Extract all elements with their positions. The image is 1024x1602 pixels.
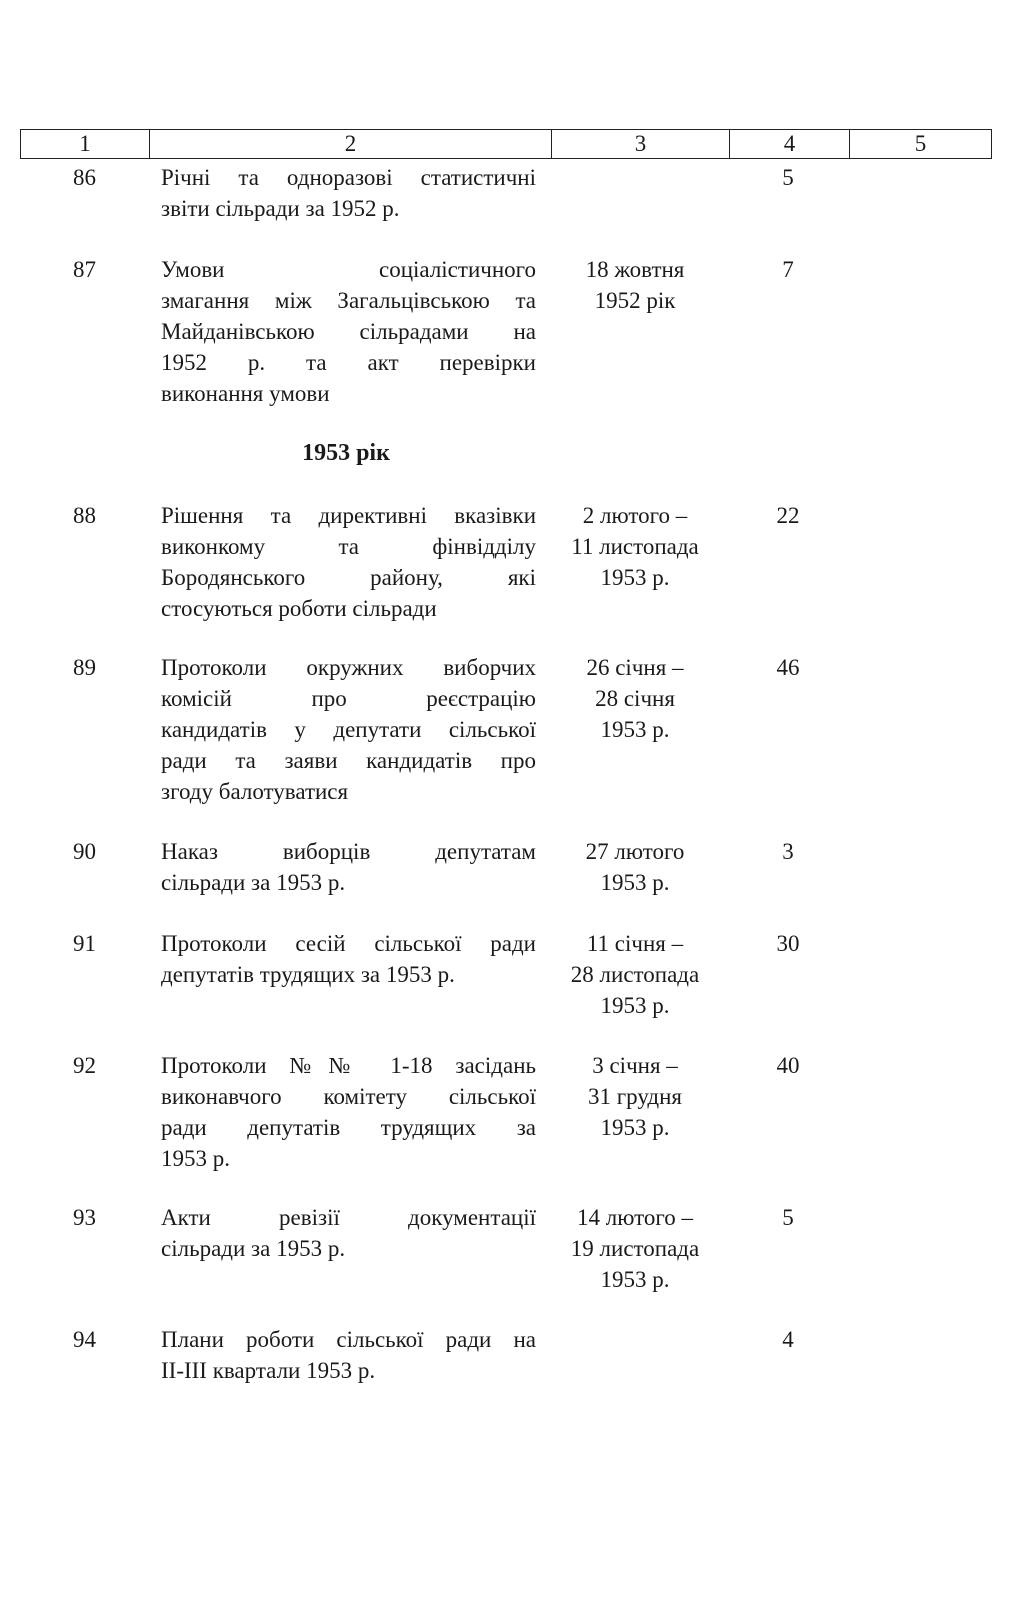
row-dates: [541, 162, 729, 254]
header-col-4: 4: [730, 130, 850, 158]
title-line: ради та заяви кандидатів про: [161, 748, 536, 773]
table-row: [20, 1202, 992, 1324]
title-line: Бородянського району, які: [161, 565, 536, 590]
table-body: [20, 162, 992, 1416]
title-line: Протоколи сесій сільської ради: [161, 931, 536, 956]
row-sheets: 4: [782, 1327, 794, 1352]
row-notes: [847, 500, 992, 652]
row-number: 90: [73, 839, 96, 864]
row-number: 92: [73, 1053, 96, 1078]
row-sheets: 3: [782, 839, 794, 864]
row-number: 91: [73, 931, 96, 956]
title-line: Умови соціалістичного: [161, 257, 536, 282]
table-row: [20, 928, 992, 1050]
title-line: комісій про реєстрацію: [161, 686, 536, 711]
date-line: 11 січня –: [586, 931, 684, 956]
title-line: депутатів трудящих за 1953 р.: [161, 962, 455, 987]
title-line: Рішення та директивні вказівки: [161, 503, 536, 528]
row-title: [161, 928, 536, 1050]
table-header-row: [20, 129, 992, 159]
title-line: змагання між Загальцівською та: [161, 288, 536, 313]
row-dates: [541, 1324, 729, 1416]
date-line: 1953 р.: [600, 993, 670, 1018]
title-line: сільради за 1953 р.: [161, 870, 346, 895]
date-line: 1953 р.: [600, 1115, 670, 1140]
date-line: 26 січня –: [586, 655, 684, 680]
row-title: [161, 652, 536, 836]
table-row: [20, 1324, 992, 1416]
date-line: 2 лютого –: [582, 503, 688, 528]
row-dates: [541, 1202, 729, 1324]
row-dates: [541, 1050, 729, 1202]
title-line: Акти ревізії документації: [161, 1205, 536, 1230]
row-notes: [847, 162, 992, 254]
row-notes: [847, 1202, 992, 1324]
table-row: [20, 652, 992, 836]
date-line: 28 листопада: [570, 962, 700, 987]
title-line: ради депутатів трудящих за: [161, 1115, 536, 1140]
row-dates: [541, 652, 729, 836]
title-line: згоду балотуватися: [161, 779, 349, 804]
date-line: 14 лютого –: [577, 1205, 693, 1230]
row-title: [161, 1050, 536, 1202]
row-dates: [541, 928, 729, 1050]
row-title: [161, 1202, 536, 1324]
title-line: Наказ виборців депутатам: [161, 839, 536, 864]
date-line: 28 січня: [595, 686, 675, 711]
table-row: [20, 500, 992, 652]
title-line: виконання умови: [161, 381, 330, 406]
date-line: 11 листопада: [571, 534, 699, 559]
title-line: Протоколи №№ 1-18 засідань: [161, 1053, 536, 1078]
row-notes: [847, 1050, 992, 1202]
row-title: [161, 836, 536, 928]
row-dates: [541, 500, 729, 652]
row-title: [161, 500, 536, 652]
title-line: 1952 р. та акт перевірки: [161, 350, 536, 375]
row-number: 86: [73, 165, 96, 190]
table-row: [20, 1050, 992, 1202]
date-line: 18 жовтня: [585, 257, 685, 282]
row-notes: [847, 928, 992, 1050]
header-col-2: 2: [150, 130, 552, 158]
table-row: [20, 836, 992, 928]
row-sheets: 22: [776, 503, 800, 528]
title-line: сільради за 1953 р.: [161, 1236, 346, 1261]
date-line: 19 листопада: [570, 1236, 700, 1261]
title-line: Річні та одноразові статистичні: [161, 165, 536, 190]
row-title: [161, 162, 536, 254]
title-line: кандидатів у депутати сільської: [161, 717, 536, 742]
row-sheets: 46: [776, 655, 800, 680]
date-line: 31 грудня: [587, 1084, 683, 1109]
title-line: звіти сільради за 1952 р.: [161, 196, 400, 221]
title-line: стосуються роботи сільради: [161, 596, 437, 621]
section-heading-text: 1953 рік: [302, 440, 390, 466]
title-line: ІІ-ІІІ квартали 1953 р.: [161, 1358, 376, 1383]
row-title: [161, 254, 536, 438]
date-line: 1953 р.: [600, 565, 670, 590]
row-number: 94: [73, 1327, 96, 1352]
header-col-5: 5: [914, 131, 927, 156]
row-sheets: 40: [776, 1053, 800, 1078]
date-line: 3 січня –: [592, 1053, 678, 1078]
row-dates: [541, 836, 729, 928]
row-notes: [847, 1324, 992, 1416]
row-sheets: 5: [782, 1205, 794, 1230]
title-line: Плани роботи сільської ради на: [161, 1327, 536, 1352]
row-sheets: 7: [782, 257, 794, 282]
row-number: 87: [73, 257, 96, 282]
row-title: [161, 1324, 536, 1416]
row-number: 88: [73, 503, 96, 528]
row-notes: [847, 254, 992, 438]
table-row: [20, 162, 992, 254]
header-col-3: 3: [552, 130, 730, 158]
row-sheets: 5: [782, 165, 794, 190]
date-line: 27 лютого: [585, 839, 685, 864]
row-number: 89: [73, 655, 96, 680]
title-line: 1953 р.: [161, 1146, 230, 1171]
row-notes: [847, 652, 992, 836]
title-line: виконавчого комітету сільської: [161, 1084, 536, 1109]
title-line: Майданівською сільрадами на: [161, 319, 536, 344]
date-line: 1953 р.: [600, 717, 670, 742]
section-row: [20, 438, 992, 500]
title-line: Протоколи окружних виборчих: [161, 655, 536, 680]
date-line: 1952 рік: [594, 288, 676, 313]
title-line: виконкому та фінвідділу: [161, 534, 536, 559]
row-dates: [541, 254, 729, 438]
date-line: 1953 р.: [600, 1267, 670, 1292]
row-notes: [847, 836, 992, 928]
header-col-1: 1: [21, 130, 150, 158]
row-sheets: 30: [776, 931, 800, 956]
table-row: [20, 254, 992, 438]
section-heading: [20, 438, 992, 500]
date-line: 1953 р.: [600, 870, 670, 895]
row-number: 93: [73, 1205, 96, 1230]
